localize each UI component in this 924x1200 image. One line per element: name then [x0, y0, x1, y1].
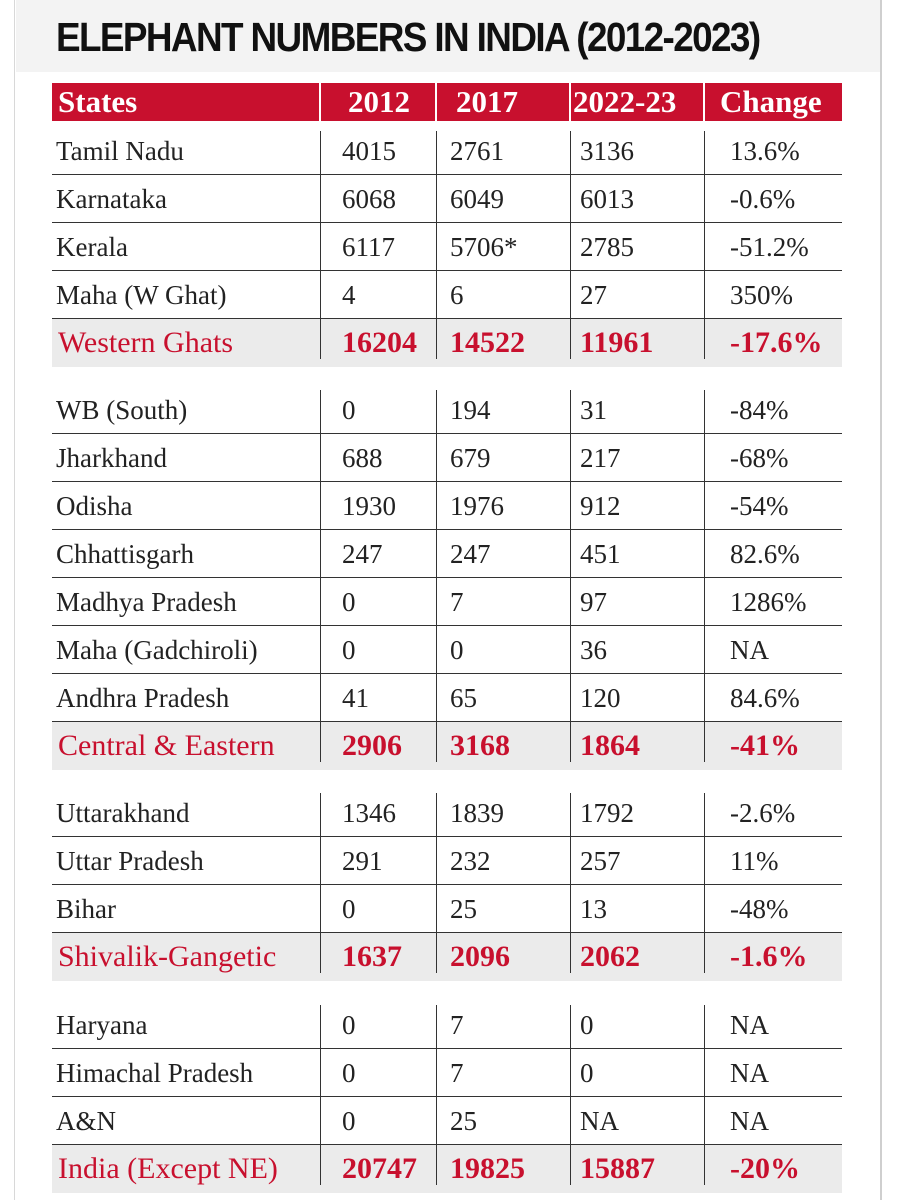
value-cell: 82.6%: [730, 539, 800, 569]
value-cell: 2096: [450, 940, 510, 973]
state-name: Chhattisgarh: [56, 539, 194, 569]
state-name: Uttar Pradesh: [56, 846, 204, 876]
column-divider: [704, 793, 705, 973]
value-cell: 0: [450, 635, 464, 665]
table-row: [52, 674, 842, 722]
value-cell: 912: [580, 491, 621, 521]
page-border-left: [14, 0, 15, 1200]
value-cell: 1839: [450, 798, 504, 828]
header-separator: [703, 83, 705, 121]
value-cell: 7: [450, 1058, 464, 1088]
value-cell: -17.6%: [730, 326, 823, 359]
state-name: Western Ghats: [58, 326, 234, 359]
state-name: Bihar: [56, 894, 116, 924]
value-cell: 194: [450, 395, 491, 425]
value-cell: 6: [450, 280, 464, 310]
column-divider: [436, 390, 437, 762]
table-row: [52, 578, 842, 626]
value-cell: 0: [580, 1058, 594, 1088]
table-row: [52, 1001, 842, 1049]
value-cell: 41: [342, 683, 369, 713]
column-divider: [570, 793, 571, 973]
value-cell: 25: [450, 1106, 477, 1136]
table-row: [52, 885, 842, 933]
header-2022-23: 2022-23: [573, 84, 677, 119]
value-cell: 451: [580, 539, 621, 569]
table-row: [52, 1097, 842, 1145]
header-separator: [569, 83, 571, 121]
subtotal-row: [52, 722, 842, 770]
column-divider: [570, 1005, 571, 1185]
value-cell: 1792: [580, 798, 634, 828]
state-name: Uttarakhand: [56, 798, 190, 828]
column-divider: [570, 390, 571, 762]
value-cell: 120: [580, 683, 621, 713]
value-cell: 3136: [580, 136, 634, 166]
column-divider: [570, 131, 571, 359]
value-cell: 13: [580, 894, 607, 924]
value-cell: 0: [580, 1010, 594, 1040]
value-cell: -54%: [730, 491, 789, 521]
value-cell: 1286%: [730, 587, 807, 617]
value-cell: NA: [730, 1010, 769, 1040]
value-cell: NA: [730, 635, 769, 665]
column-divider: [436, 793, 437, 973]
table-row: [52, 789, 842, 837]
table-row: [52, 530, 842, 578]
header-2012: 2012: [348, 84, 410, 119]
value-cell: -48%: [730, 894, 789, 924]
value-cell: 4015: [342, 136, 396, 166]
subtotal-row: [52, 1145, 842, 1193]
value-cell: 257: [580, 846, 621, 876]
header-2017: 2017: [456, 84, 518, 119]
column-divider: [320, 131, 321, 359]
state-name: Shivalik-Gangetic: [58, 940, 277, 973]
value-cell: 0: [342, 587, 356, 617]
value-cell: 1637: [342, 940, 402, 973]
value-cell: 0: [342, 894, 356, 924]
column-divider: [320, 1005, 321, 1185]
value-cell: 2906: [342, 729, 402, 762]
column-divider: [704, 390, 705, 762]
value-cell: 16204: [342, 326, 417, 359]
table-row: [52, 482, 842, 530]
value-cell: 14522: [450, 326, 525, 359]
value-cell: -41%: [730, 729, 800, 762]
value-cell: 679: [450, 443, 491, 473]
value-cell: 247: [450, 539, 491, 569]
value-cell: 0: [342, 1010, 356, 1040]
value-cell: 36: [580, 635, 607, 665]
state-name: Maha (Gadchiroli): [56, 635, 258, 665]
value-cell: 5706*: [450, 232, 518, 262]
state-name: WB (South): [56, 395, 188, 425]
column-divider: [320, 390, 321, 762]
table-row: [52, 837, 842, 885]
value-cell: 11961: [580, 326, 654, 359]
value-cell: 2785: [580, 232, 634, 262]
value-cell: 1346: [342, 798, 396, 828]
header-separator: [435, 83, 437, 121]
subtotal-row: [52, 933, 842, 981]
table-row: [52, 1049, 842, 1097]
value-cell: 65: [450, 683, 477, 713]
column-divider: [320, 793, 321, 973]
header-separator: [319, 83, 321, 121]
value-cell: 291: [342, 846, 383, 876]
table-row: [52, 626, 842, 674]
value-cell: 350%: [730, 280, 793, 310]
state-name: Tamil Nadu: [56, 136, 184, 166]
value-cell: 1864: [580, 729, 640, 762]
value-cell: NA: [730, 1106, 769, 1136]
value-cell: 27: [580, 280, 607, 310]
state-name: Madhya Pradesh: [56, 587, 237, 617]
value-cell: 4: [342, 280, 356, 310]
table-row: [52, 175, 842, 223]
state-name: Maha (W Ghat): [56, 280, 227, 310]
value-cell: 6049: [450, 184, 504, 214]
value-cell: 7: [450, 1010, 464, 1040]
value-cell: 2761: [450, 136, 504, 166]
value-cell: 217: [580, 443, 621, 473]
value-cell: NA: [730, 1058, 769, 1088]
state-name: Karnataka: [56, 184, 167, 214]
state-name: A&N: [56, 1106, 116, 1136]
value-cell: 2062: [580, 940, 640, 973]
value-cell: 3168: [450, 729, 510, 762]
column-divider: [704, 131, 705, 359]
value-cell: 20747: [342, 1152, 417, 1185]
table-header: [52, 83, 842, 121]
value-cell: -0.6%: [730, 184, 796, 214]
value-cell: 0: [342, 635, 356, 665]
column-divider: [436, 1005, 437, 1185]
value-cell: 19825: [450, 1152, 525, 1185]
page-title: ELEPHANT NUMBERS IN INDIA (2012-2023): [56, 14, 760, 60]
state-name: Central & Eastern: [58, 729, 275, 762]
value-cell: -51.2%: [730, 232, 809, 262]
table-row: [52, 434, 842, 482]
value-cell: -20%: [730, 1152, 800, 1185]
table-row: [52, 127, 842, 175]
value-cell: 1930: [342, 491, 396, 521]
value-cell: 25: [450, 894, 477, 924]
value-cell: 6013: [580, 184, 634, 214]
state-name: Odisha: [56, 491, 133, 521]
value-cell: -1.6%: [730, 940, 808, 973]
state-name: Kerala: [56, 232, 128, 262]
value-cell: 97: [580, 587, 607, 617]
value-cell: 0: [342, 1058, 356, 1088]
state-name: Haryana: [56, 1010, 148, 1040]
value-cell: 11%: [730, 846, 779, 876]
subtotal-row: [52, 319, 842, 367]
value-cell: 688: [342, 443, 383, 473]
column-divider: [704, 1005, 705, 1185]
value-cell: 31: [580, 395, 607, 425]
table-row: [52, 271, 842, 319]
state-name: Jharkhand: [56, 443, 167, 473]
value-cell: NA: [580, 1106, 619, 1136]
value-cell: 232: [450, 846, 491, 876]
value-cell: 0: [342, 395, 356, 425]
value-cell: 6117: [342, 232, 395, 262]
header-states: States: [58, 84, 138, 119]
page-border-right: [880, 0, 882, 1200]
state-name: Himachal Pradesh: [56, 1058, 254, 1088]
value-cell: -68%: [730, 443, 789, 473]
value-cell: 7: [450, 587, 464, 617]
value-cell: 6068: [342, 184, 396, 214]
value-cell: 84.6%: [730, 683, 800, 713]
value-cell: -84%: [730, 395, 789, 425]
value-cell: 13.6%: [730, 136, 800, 166]
value-cell: -2.6%: [730, 798, 796, 828]
column-divider: [436, 131, 437, 359]
value-cell: 0: [342, 1106, 356, 1136]
value-cell: 247: [342, 539, 383, 569]
header-change: Change: [720, 84, 822, 119]
table-row: [52, 386, 842, 434]
state-name: India (Except NE): [58, 1152, 278, 1185]
value-cell: 1976: [450, 491, 504, 521]
state-name: Andhra Pradesh: [56, 683, 230, 713]
table-row: [52, 223, 842, 271]
value-cell: 15887: [580, 1152, 655, 1185]
